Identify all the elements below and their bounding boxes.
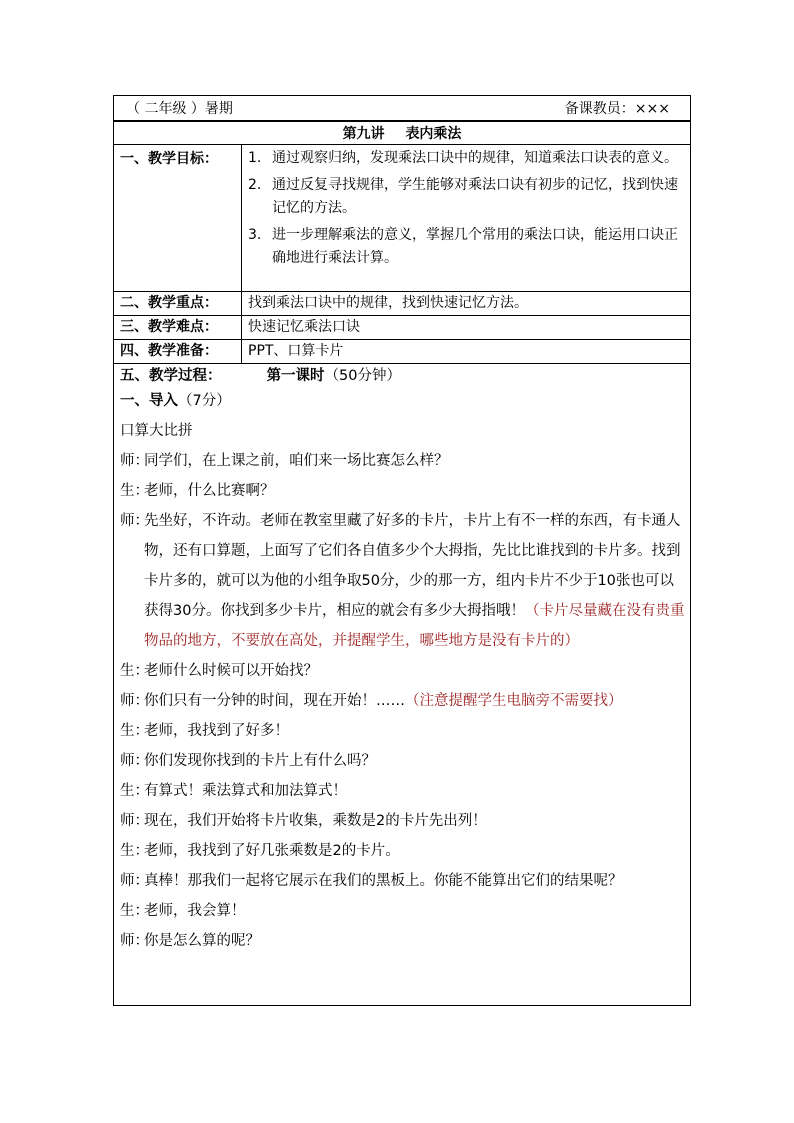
process-label: 五、教学过程： xyxy=(120,368,222,384)
speaker: 生： xyxy=(120,663,149,679)
lecture-topic: 表内乘法 xyxy=(405,126,462,142)
goals-list xyxy=(248,147,684,270)
lecture-number: 第九讲 xyxy=(342,126,385,142)
utterance: 老师，我找到了好几张乘数是2的卡片。 xyxy=(144,843,400,859)
header-row xyxy=(113,95,691,120)
process-heading xyxy=(120,366,686,386)
prep-row xyxy=(113,339,691,363)
utterance: 有算式！乘法算式和加法算式！ xyxy=(144,783,347,799)
speaker: 师： xyxy=(120,873,149,889)
session-title xyxy=(267,368,401,384)
key-point-row xyxy=(113,291,691,315)
speaker: 师： xyxy=(120,813,149,829)
teacher-label: 备课教员：××× xyxy=(564,101,670,117)
goal-item-2 xyxy=(248,174,684,220)
activity-title: 口算大比拼 xyxy=(120,423,193,439)
speaker: 生： xyxy=(120,483,149,499)
goal-item-3 xyxy=(248,224,684,270)
goal-number: 2. xyxy=(248,177,262,193)
dialogue-line xyxy=(120,476,686,506)
utterance: 老师，我会算！ xyxy=(144,903,246,919)
dialogue-line xyxy=(120,836,686,866)
goal-text: 进一步理解乘法的意义，掌握几个常用的乘法口诀，能运用口诀正确地进行乘法计算。 xyxy=(272,227,678,266)
difficulty-row xyxy=(113,315,691,339)
session-time: （50分钟） xyxy=(324,368,402,384)
lesson-plan-table xyxy=(113,95,691,1006)
goal-number: 1. xyxy=(248,150,262,166)
dialogue-line xyxy=(120,686,686,716)
speaker: 生： xyxy=(120,723,149,739)
utterance: 你们只有一分钟的时间，现在开始！…… xyxy=(144,693,405,709)
speaker: 生： xyxy=(120,903,149,919)
intro-title: 一、导入 xyxy=(120,393,178,409)
utterance: 老师，什么比赛啊？ xyxy=(144,483,275,499)
utterance: 你们发现你找到的卡片上有什么吗？ xyxy=(144,753,376,769)
dialogue-line xyxy=(120,506,686,656)
dialogue-line xyxy=(120,746,686,776)
difficulty-value: 快速记忆乘法口诀 xyxy=(248,319,360,335)
dialogue-line xyxy=(120,806,686,836)
speaker: 师： xyxy=(120,753,149,769)
goal-number: 3. xyxy=(248,227,262,243)
utterance: 同学们，在上课之前，咱们来一场比赛怎么样？ xyxy=(144,453,449,469)
session-name: 第一课时 xyxy=(266,368,325,384)
key-point-value: 找到乘法口诀中的规律，找到快速记忆方法。 xyxy=(248,295,528,311)
dialogue-line xyxy=(120,716,686,746)
speaker: 师： xyxy=(120,513,149,529)
teacher-note: （卡片尽量藏在没有贵重物品的地方，不要放在高处，并提醒学生，哪些地方是没有卡片的） xyxy=(144,603,685,649)
utterance: 现在，我们开始将卡片收集，乘数是2的卡片先出列！ xyxy=(144,813,487,829)
prep-value: PPT、口算卡片 xyxy=(248,343,344,359)
grade-term: （ 二年级 ）暑期 xyxy=(126,101,233,117)
dialogue-line xyxy=(120,776,686,806)
utterance: 老师，我找到了好多！ xyxy=(144,723,289,739)
utterance: 老师什么时候可以开始找？ xyxy=(144,663,318,679)
process-section xyxy=(113,363,691,1006)
goal-item-1 xyxy=(248,147,684,170)
utterance: 你是怎么算的呢？ xyxy=(144,933,260,949)
speaker: 师： xyxy=(120,453,149,469)
goals-label: 一、教学目标： xyxy=(114,145,242,291)
goals-cell xyxy=(242,145,690,291)
teacher-note: （注意提醒学生电脑旁不需要找） xyxy=(405,693,623,709)
intro-time: （7分） xyxy=(178,393,231,409)
key-point-label: 二、教学重点： xyxy=(114,292,242,315)
dialogue-line xyxy=(120,926,686,956)
dialogue-line xyxy=(120,656,686,686)
speaker: 生： xyxy=(120,783,149,799)
goals-row xyxy=(113,144,691,291)
prep-label: 四、教学准备： xyxy=(114,340,242,363)
intro-heading xyxy=(120,386,686,416)
goal-text: 通过反复寻找规律，学生能够对乘法口诀有初步的记忆，找到快速记忆的方法。 xyxy=(272,177,678,216)
difficulty-label: 三、教学难点： xyxy=(114,316,242,339)
dialogue-line xyxy=(120,896,686,926)
speaker: 师： xyxy=(120,693,149,709)
utterance: 先坐好，不许动。老师在教室里藏了好多的卡片，卡片上有不一样的东西，有卡通人物，还有口算题，上面写了它们各自值多少个大拇指，先比比谁找到的卡片多。找到卡片多的，就可以为他的小组争取50分，少的那一方，组内卡片不少于10张也可以获得30分。你找到多少卡片，相应的就会有多少大拇指哦！ xyxy=(144,513,681,619)
speaker: 生： xyxy=(120,843,149,859)
dialogue-line xyxy=(120,866,686,896)
speaker: 师： xyxy=(120,933,149,949)
utterance: 真棒！那我们一起将它展示在我们的黑板上。你能不能算出它们的结果呢？ xyxy=(144,873,623,889)
goal-text: 通过观察归纳，发现乘法口诀中的规律，知道乘法口诀表的意义。 xyxy=(272,150,678,166)
title-row xyxy=(113,120,691,144)
dialogue-line xyxy=(120,446,686,476)
